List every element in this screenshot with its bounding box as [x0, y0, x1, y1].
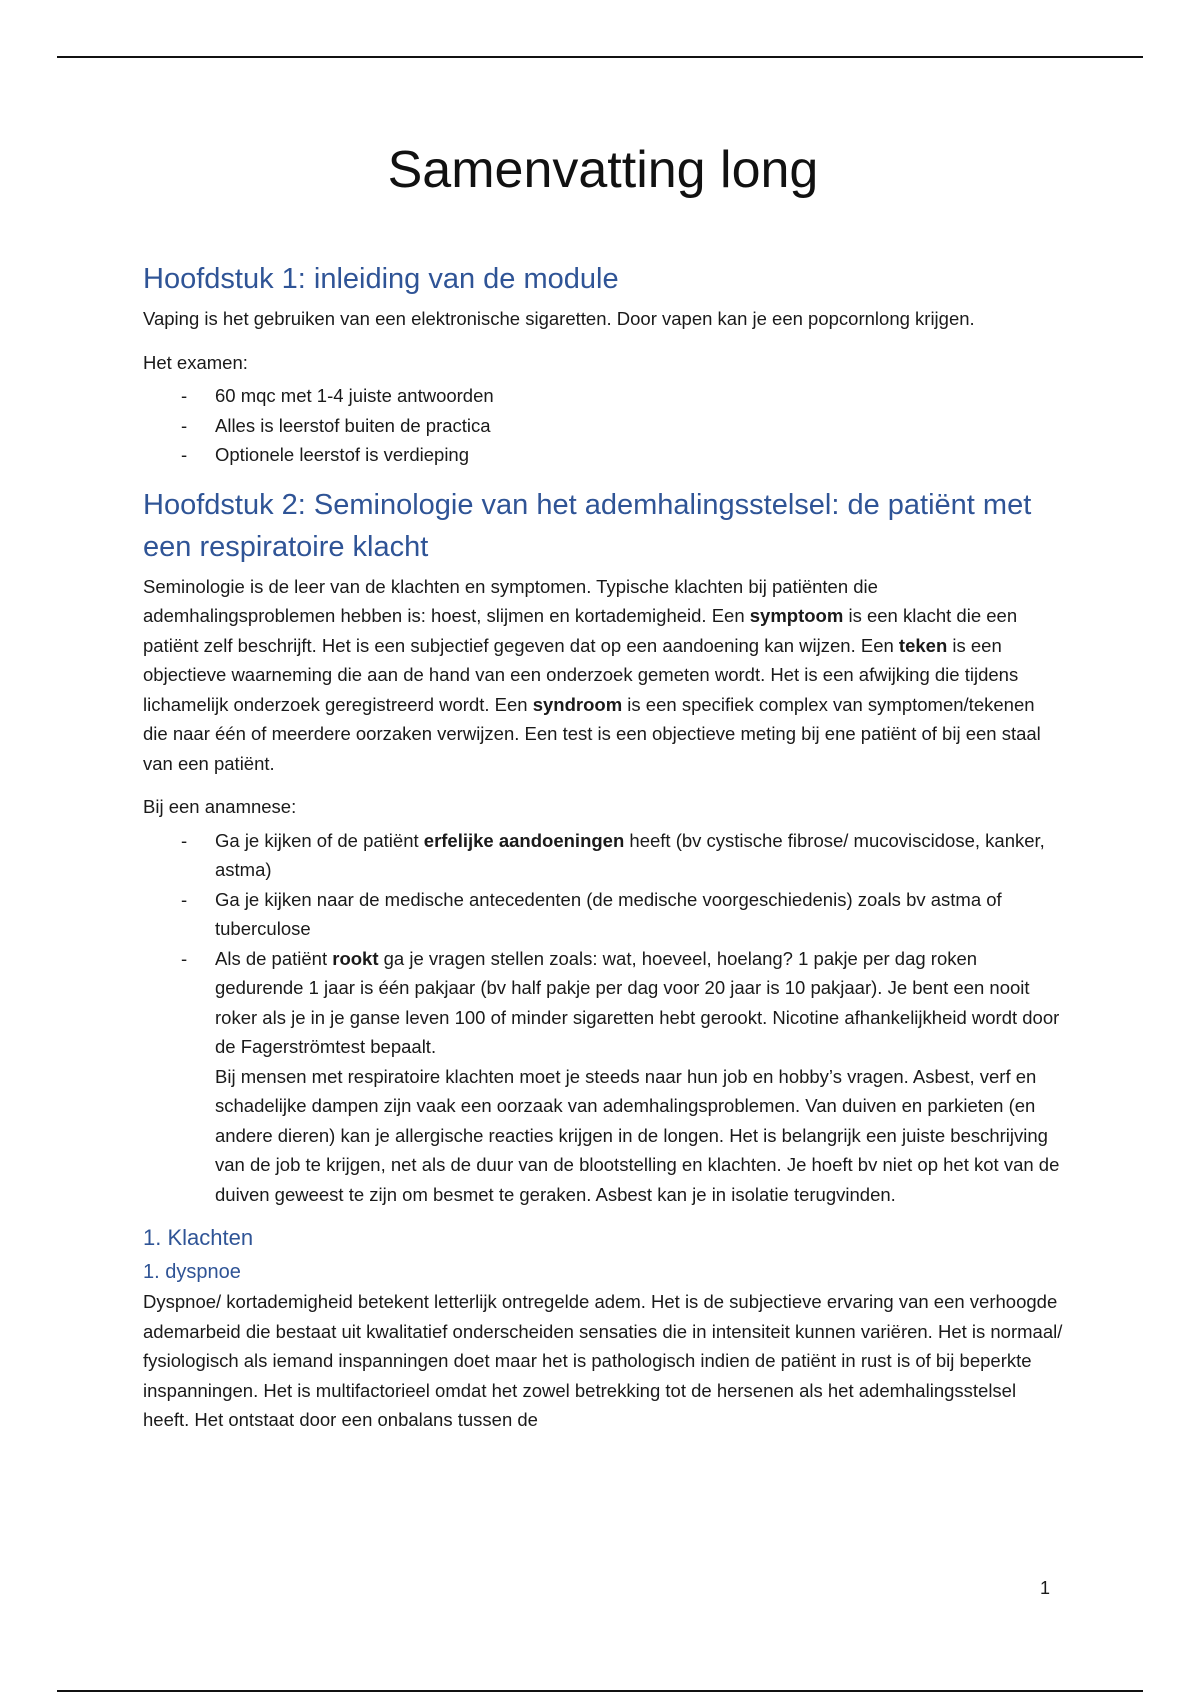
list-item [143, 944, 1063, 1210]
list-item: - Optionele leerstof is verdieping [143, 440, 1063, 470]
term-erfelijke-aandoeningen: erfelijke aandoeningen [423, 829, 625, 851]
section-dyspnoe-heading: 1. dyspnoe [143, 1261, 241, 1283]
document-title: Samenvatting long [387, 141, 819, 199]
anamnese-label: Bij een anamnese: [143, 796, 297, 817]
list-item: - Alles is leerstof buiten de practica [143, 411, 1063, 441]
list-item: - 60 mqc met 1-4 juiste antwoorden [143, 381, 1063, 411]
exam-list [143, 381, 1063, 470]
anamnese-list [143, 826, 1063, 1210]
term-symptoom: symptoom [749, 605, 844, 626]
list-item-text: Als de patiënt [215, 947, 333, 969]
list-item-text: ga je vragen stellen zoals: wat, hoeveel, hoelang? 1 pakje per dag roken gedurende 1 jaar is één pakjaar (bv half pakje per dag voor 20 jaar is 10 pakjaar). Je bent een nooit roker als je in je ganse leven 100 of minder sigaretten hebt gerookt. Nicotine afhankelijkheid wordt door de Fagerströmtest bepaalt. [215, 947, 1060, 1057]
list-item: - Ga je kijken naar de medische antecedenten (de medische voorgeschiedenis) zoals bv astma of tuberculose [143, 885, 1063, 944]
dyspnoe-paragraph: Dyspnoe/ kortademigheid betekent letterlijk ontregelde adem. Het is de subjectieve ervaring van een verhoogde ademarbeid die bestaat uit kwalitatief onderscheiden sensaties die in intensiteit kunnen variëren. Het is normaal/ fysiologisch als iemand inspanningen doet maar het is pathologisch indien de patiënt in rust is of bij beperkte inspanningen. Het is multifactorieel omdat het zowel betrekking tot de hersenen als het ademhalingsstelsel heeft. Het ontstaat door een onbalans tussen de [143, 1291, 1063, 1430]
list-item-text: Ga je kijken of de patiënt [215, 829, 424, 851]
paragraph-text: is een klacht die een patiënt zelf beschrijft. Het is een subjectief gegeven dat op een aandoening kan wijzen. Een [143, 605, 1018, 656]
list-item-continuation: Bij mensen met respiratoire klachten moet je steeds naar hun job en hobby’s vragen. Asbest, verf en schadelijke dampen zijn vaak een oorzaak van ademhalingsproblemen. Van duiven en parkieten (en andere dieren) kan je allergische reacties krijgen in de longen. Het is belangrijk een juiste beschrijving van de job te krijgen, net als de duur van de blootstelling en klachten. Je hoeft bv niet op het kot van de duiven geweest te zijn om besmet te geraken. Asbest kan je in isolatie terugvinden. [215, 1065, 1060, 1205]
document-body [143, 140, 1063, 1449]
paragraph-text: is een specifiek complex van symptomen/tekenen die naar één of meerdere oorzaken verwijzen. Een test is een objectieve meting bij ene patiënt of bij een staal van een patiënt. [143, 693, 1041, 774]
term-syndroom: syndroom [532, 693, 623, 715]
list-item [143, 826, 1063, 885]
term-rookt: rookt [332, 947, 379, 969]
chapter-1-intro: Vaping is het gebruiken van een elektronische sigaretten. Door vapen kan je een popcornlong krijgen. [143, 308, 975, 329]
section-klachten-heading: 1. Klachten [143, 1225, 254, 1250]
list-item-text: heeft (bv cystische fibrose/ mucoviscidose, kanker, astma) [215, 829, 1045, 880]
header-rule [57, 56, 1143, 58]
exam-label: Het examen: [143, 351, 248, 373]
term-teken: teken [898, 634, 948, 656]
chapter-1-heading: Hoofdstuk 1: inleiding van de module [143, 263, 619, 295]
footer-rule [57, 1690, 1143, 1692]
page-number: 1 [1040, 1578, 1051, 1598]
chapter-2-heading: Hoofdstuk 2: Seminologie van het ademhalingsstelsel: de patiënt met een respiratoire klacht [143, 488, 1032, 563]
paragraph-text: is een objectieve waarneming die aan de hand van een onderzoek gemeten wordt. Het is een afwijking die tijdens lichamelijk onderzoek geregistreerd wordt. Een [143, 634, 1019, 715]
seminologie-paragraph [143, 572, 1063, 779]
paragraph-text: Seminologie is de leer van de klachten en symptomen. Typische klachten bij patiënten die ademhalingsproblemen hebben is: hoest, slijmen en kortademigheid. Een [143, 575, 878, 626]
